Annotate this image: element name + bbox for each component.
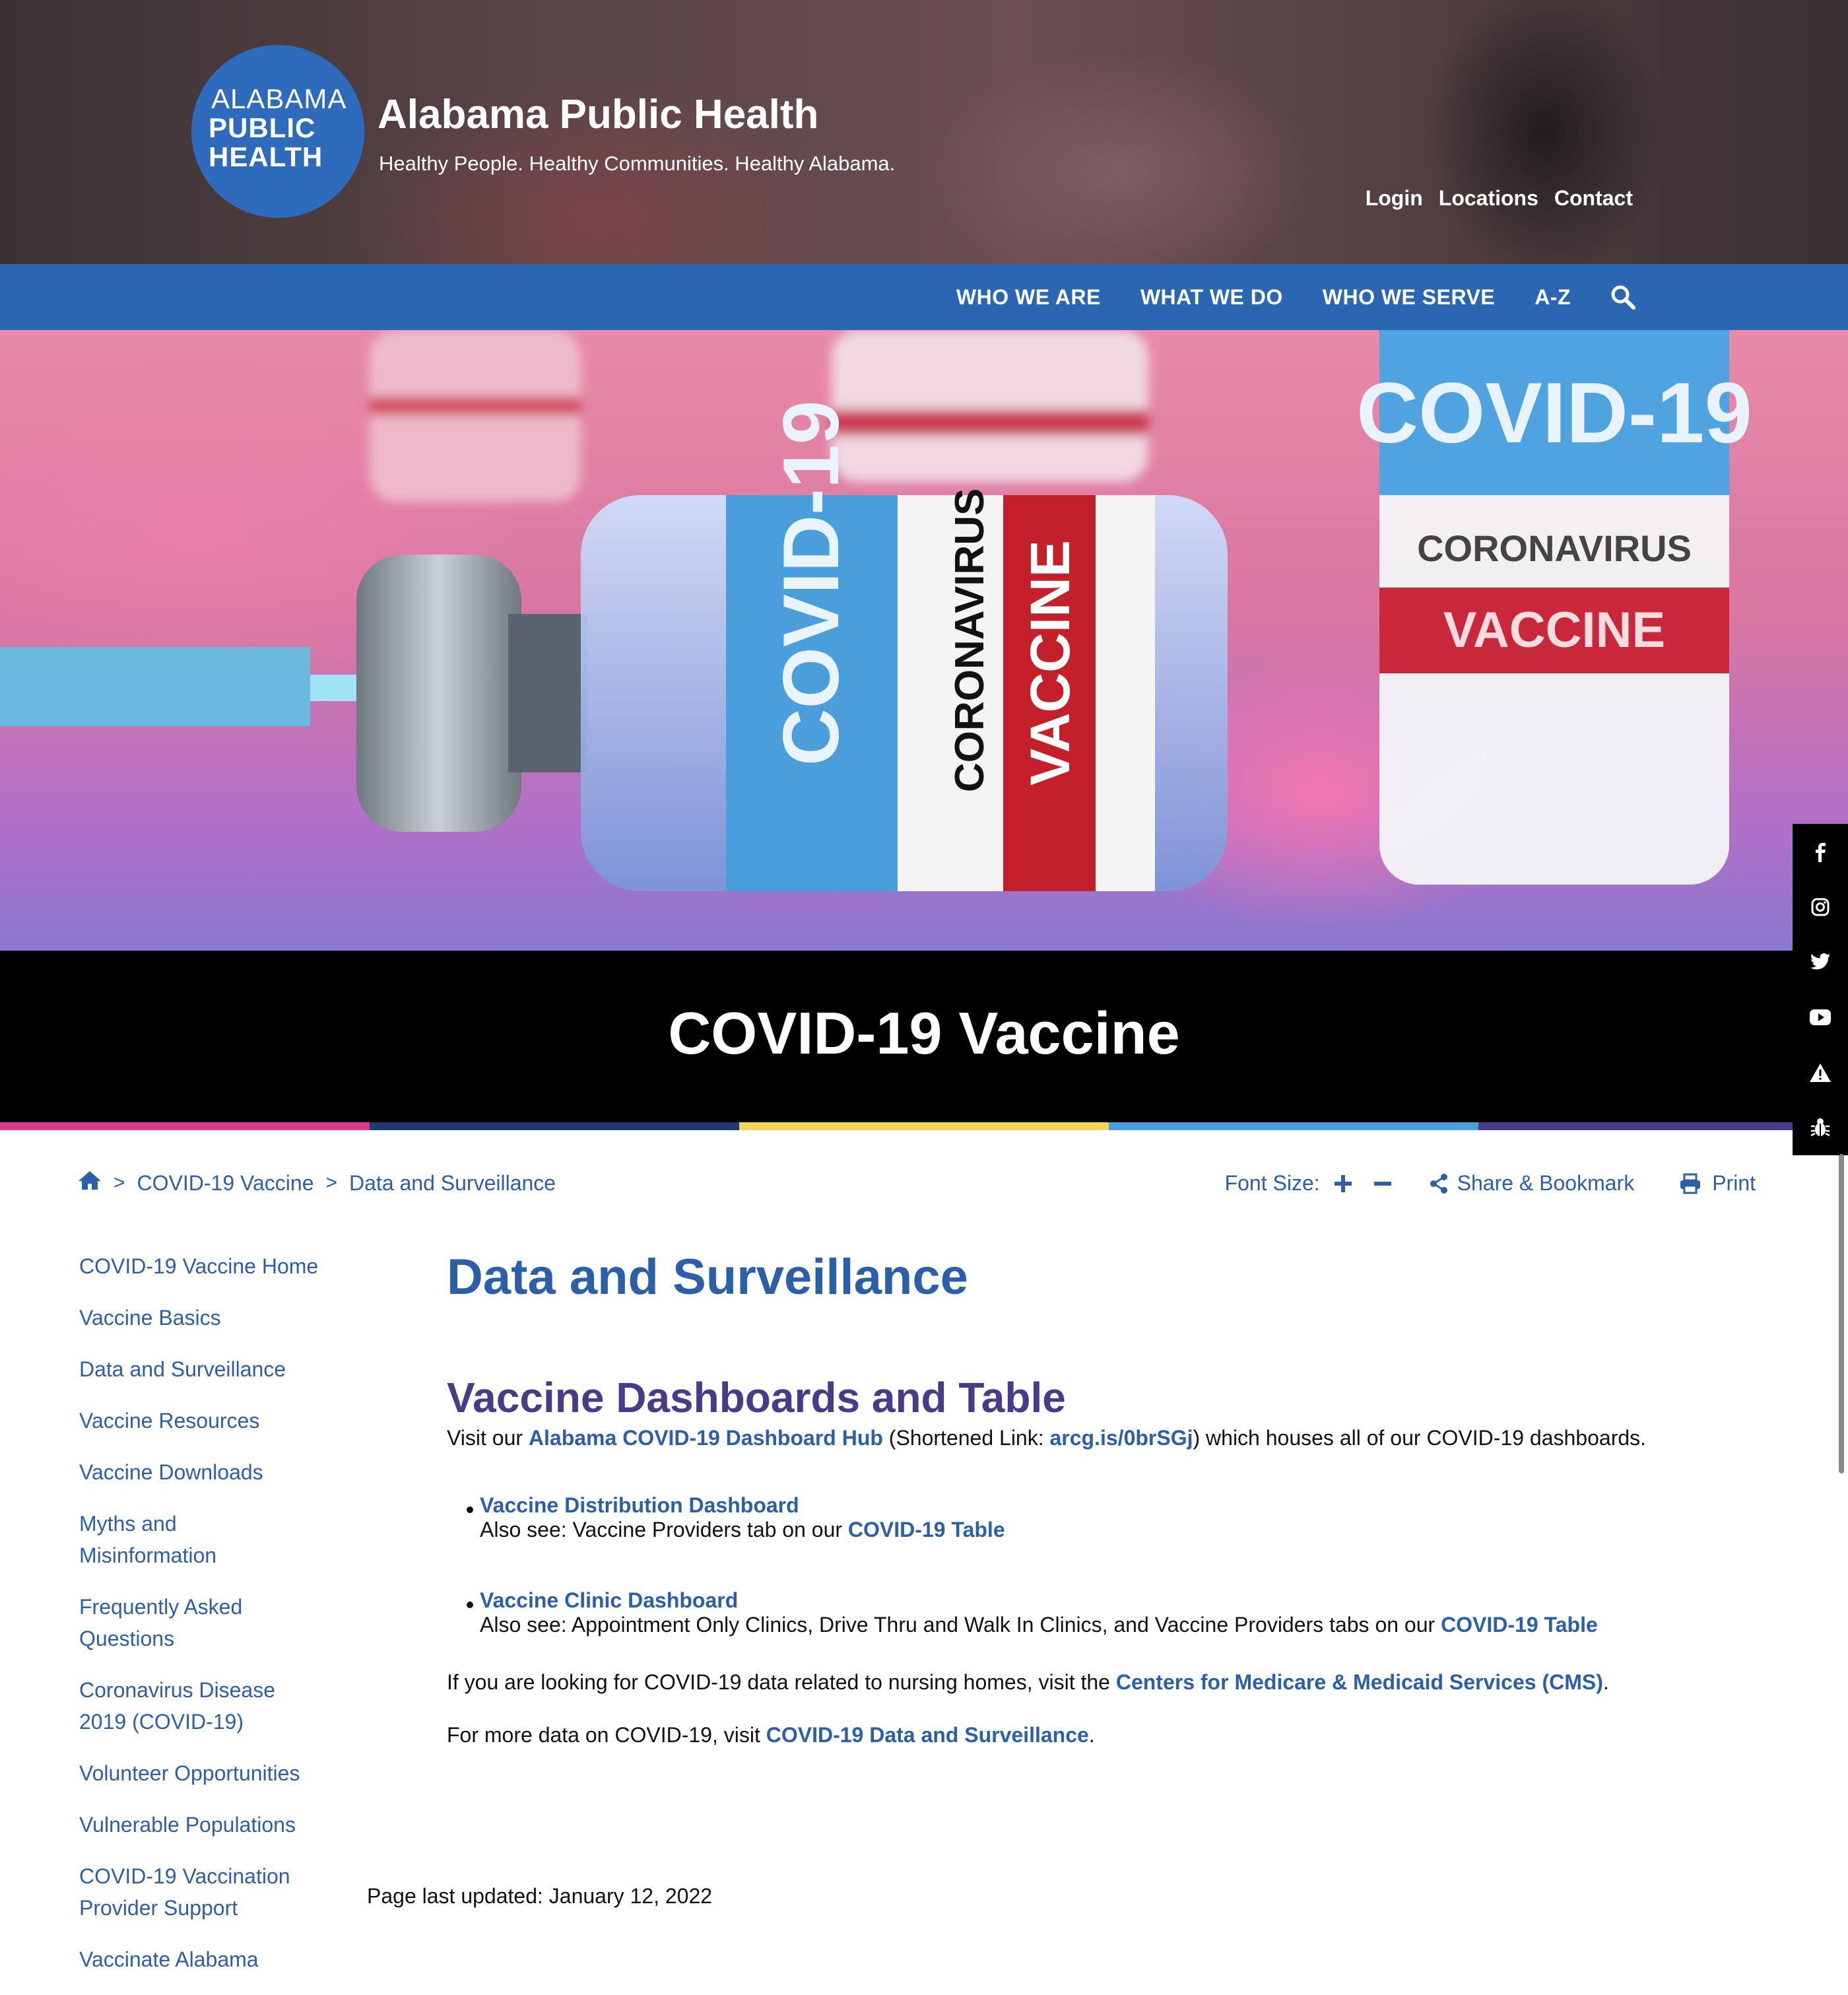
youtube-icon[interactable] — [1793, 990, 1848, 1045]
more-text: . — [1088, 1723, 1095, 1747]
cms-link[interactable]: Centers for Medicare & Medicaid Services (CMS) — [1115, 1670, 1603, 1694]
section-title: Vaccine Dashboards and Table — [447, 1374, 1066, 1421]
bullet-dot — [467, 1506, 473, 1513]
strip-segment — [0, 1122, 370, 1130]
vaccine-clinic-dashboard-link[interactable]: Vaccine Clinic Dashboard — [480, 1588, 739, 1612]
site-title[interactable]: Alabama Public Health — [378, 92, 819, 137]
color-strip — [0, 1122, 1848, 1130]
last-updated: Page last updated: January 12, 2022 — [367, 1884, 713, 1908]
bug-icon[interactable] — [1793, 1100, 1848, 1155]
sidebar-item-label: Vaccine Downloads — [79, 1460, 263, 1484]
sidebar-item-label: 2019 (COVID-19) — [79, 1710, 244, 1734]
font-decrease-icon[interactable] — [1373, 1174, 1393, 1194]
page-hero-title-band — [0, 951, 1848, 1122]
sidebar-item-label: Questions — [79, 1627, 175, 1650]
strip-segment — [370, 1122, 739, 1130]
intro-text: (Shortened Link: — [882, 1426, 1050, 1450]
sidebar-item-label: Myths and — [79, 1512, 177, 1536]
font-size-label: Font Size: — [1224, 1171, 1320, 1195]
sidebar-item-vaccine-downloads[interactable] — [79, 1456, 356, 1488]
list-item-subtext: Also see: Appointment Only Clinics, Drive Thru and Walk In Clinics, and Vaccine Providers tabs on our — [480, 1613, 1441, 1637]
sidebar-item-coronavirus-disease[interactable] — [79, 1674, 356, 1738]
sidebar-item-label: COVID-19 Vaccination — [79, 1864, 290, 1888]
share-bookmark-label: Share & Bookmark — [1457, 1171, 1635, 1195]
breadcrumb-separator: > — [325, 1172, 338, 1194]
search-icon[interactable] — [1610, 285, 1635, 310]
more-text: For more data on COVID-19, visit — [447, 1723, 766, 1747]
sidebar-item-label: Misinformation — [79, 1543, 217, 1567]
sidebar-nav — [79, 1250, 356, 1995]
hero-image — [0, 330, 1848, 951]
print-label: Print — [1712, 1171, 1756, 1195]
sidebar-item-provider-support[interactable] — [79, 1860, 356, 1924]
sidebar-item-vaccine-resources[interactable] — [79, 1405, 356, 1437]
sidebar-item-label: Provider Support — [79, 1896, 238, 1920]
svg-text:COVID-19: COVID-19 — [767, 400, 855, 766]
contact-link[interactable]: Contact — [1554, 186, 1633, 210]
sidebar-item-label: Vaccinate Alabama — [79, 1947, 259, 1971]
sidebar-item-label: Vaccine Basics — [79, 1306, 221, 1330]
font-increase-icon[interactable] — [1333, 1174, 1353, 1194]
short-link[interactable]: arcg.is/0brSGj — [1049, 1426, 1193, 1450]
hero-heading: COVID-19 Vaccine — [668, 1001, 1180, 1067]
alert-icon[interactable] — [1793, 1045, 1848, 1100]
print-button[interactable] — [1679, 1171, 1756, 1196]
logo-text-line3: HEALTH — [209, 141, 323, 172]
social-sidebar — [1793, 824, 1848, 1155]
list-item-subtext: Also see: Vaccine Providers tab on our — [480, 1518, 848, 1541]
breadcrumb — [78, 1170, 556, 1196]
more-data-paragraph — [447, 1723, 1095, 1747]
login-link[interactable]: Login — [1365, 186, 1423, 210]
sidebar-item-label: Volunteer Opportunities — [79, 1761, 300, 1785]
breadcrumb-data-surveillance[interactable]: Data and Surveillance — [349, 1170, 556, 1195]
nav-who-we-are[interactable]: WHO WE ARE — [956, 285, 1101, 309]
sidebar-item-label: Vaccine Resources — [79, 1409, 260, 1433]
list-item — [480, 1588, 1598, 1637]
strip-segment — [739, 1122, 1109, 1130]
svg-text:VACCINE: VACCINE — [1443, 602, 1666, 658]
locations-link[interactable]: Locations — [1438, 186, 1538, 210]
breadcrumb-covid-vaccine[interactable]: COVID-19 Vaccine — [137, 1170, 314, 1195]
dashboard-hub-link[interactable]: Alabama COVID-19 Dashboard Hub — [528, 1426, 883, 1450]
logo-text-line2: PUBLIC — [209, 112, 316, 143]
sidebar-item-label: Data and Surveillance — [79, 1357, 286, 1381]
intro-paragraph — [447, 1426, 1646, 1450]
sidebar-item-faq[interactable] — [79, 1591, 356, 1654]
facebook-icon[interactable] — [1793, 824, 1848, 879]
sidebar-item-vaccinate-alabama[interactable] — [79, 1944, 356, 1975]
main-nav — [0, 264, 1848, 330]
sidebar-item-vaccine-basics[interactable] — [79, 1302, 356, 1334]
nursing-text: . — [1602, 1670, 1609, 1694]
nav-a-z[interactable]: A-Z — [1534, 285, 1571, 309]
nav-who-we-serve[interactable]: WHO WE SERVE — [1322, 285, 1496, 309]
covid-table-link[interactable]: COVID-19 Table — [1441, 1613, 1598, 1637]
main-content — [447, 1241, 1767, 1747]
svg-text:VACCINE: VACCINE — [1019, 540, 1081, 786]
intro-text: Visit our — [447, 1426, 529, 1450]
utility-nav — [1366, 186, 1633, 211]
scrollbar-thumb[interactable] — [1839, 1154, 1844, 1473]
vaccine-vials-illustration — [0, 330, 1848, 951]
twitter-icon[interactable] — [1793, 934, 1848, 990]
svg-text:COVID-19: COVID-19 — [1356, 364, 1752, 461]
breadcrumb-separator: > — [114, 1172, 125, 1194]
print-icon — [1679, 1173, 1701, 1194]
share-icon — [1430, 1173, 1448, 1194]
vaccine-distribution-dashboard-link[interactable]: Vaccine Distribution Dashboard — [480, 1493, 799, 1517]
sidebar-item-label: Frequently Asked — [79, 1595, 243, 1619]
svg-text:CORONAVIRUS: CORONAVIRUS — [1417, 527, 1692, 569]
nav-what-we-do[interactable]: WHAT WE DO — [1140, 285, 1283, 309]
bullet-dot — [467, 1602, 473, 1608]
nursing-homes-paragraph — [447, 1670, 1609, 1695]
page-title: Data and Surveillance — [447, 1249, 968, 1305]
covid-table-link[interactable]: COVID-19 Table — [847, 1518, 1005, 1541]
sidebar-item-myths[interactable] — [79, 1508, 356, 1571]
sidebar-item-vaccine-home[interactable] — [79, 1250, 356, 1282]
covid-data-surveillance-link[interactable]: COVID-19 Data and Surveillance — [766, 1723, 1089, 1747]
site-header — [0, 0, 1848, 264]
aph-logo[interactable] — [191, 45, 364, 218]
home-icon[interactable] — [78, 1170, 102, 1196]
instagram-icon[interactable] — [1793, 879, 1848, 935]
list-item — [480, 1493, 1005, 1542]
sidebar-item-label: Coronavirus Disease — [79, 1678, 276, 1702]
logo-text-line1: ALABAMA — [211, 83, 347, 114]
sidebar-item-label: Vulnerable Populations — [79, 1813, 296, 1837]
strip-segment — [1109, 1122, 1478, 1130]
page-tools — [1225, 1171, 1756, 1196]
intro-text: ) which houses all of our COVID-19 dashboards. — [1193, 1426, 1647, 1450]
sidebar-item-label: COVID-19 Vaccine Home — [79, 1254, 319, 1278]
share-bookmark-button[interactable] — [1430, 1171, 1635, 1196]
sidebar-item-data-surveillance[interactable] — [79, 1353, 356, 1385]
nursing-text: If you are looking for COVID-19 data related to nursing homes, visit the — [447, 1670, 1116, 1694]
svg-text:CORONAVIRUS: CORONAVIRUS — [947, 488, 993, 792]
site-tagline: Healthy People. Healthy Communities. Healthy Alabama. — [379, 152, 896, 175]
sidebar-item-volunteer[interactable] — [79, 1757, 356, 1789]
sidebar-item-vulnerable-populations[interactable] — [79, 1809, 356, 1841]
